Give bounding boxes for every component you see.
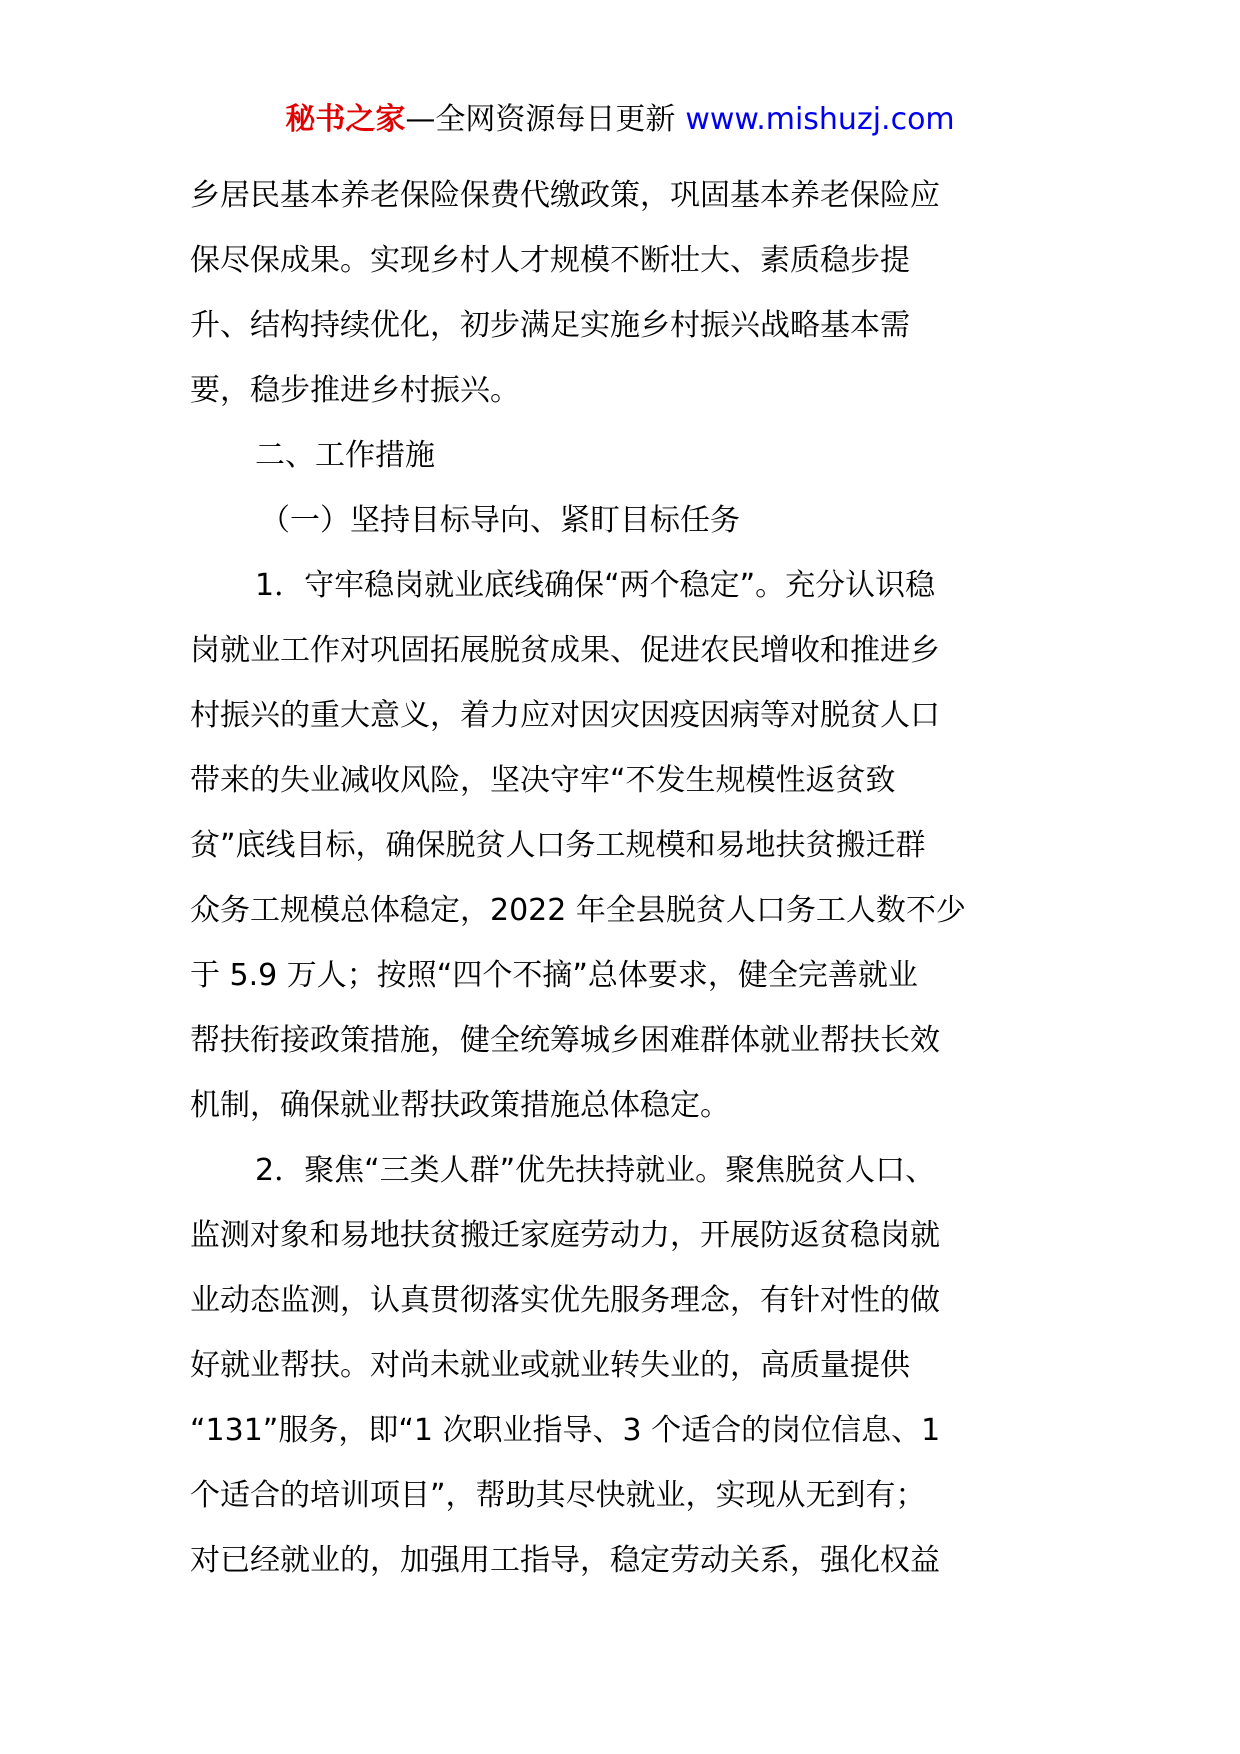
paragraph-line: 带来的失业减收风险，坚决守牢“不发生规模性返贫致: [190, 763, 896, 798]
paragraph-line: 保尽保成果。实现乡村人才规模不断壮大、素质稳步提: [190, 243, 910, 278]
paragraph-line: 贫”底线目标，确保脱贫人口务工规模和易地扶贫搬迁群: [190, 828, 926, 863]
document-body: [190, 163, 1056, 1593]
paragraph-line: 业动态监测，认真贯彻落实优先服务理念，有针对性的做: [190, 1283, 940, 1318]
paragraph-line: 众务工规模总体稳定，2022 年全县脱贫人口务工人数不少: [190, 893, 966, 928]
site-url-link[interactable]: www.mishuzj.com: [685, 102, 955, 137]
paragraph-line: 乡居民基本养老保险保费代缴政策，巩固基本养老保险应: [190, 178, 940, 213]
paragraph-line: 升、结构持续优化，初步满足实施乡村振兴战略基本需: [190, 308, 910, 343]
subsection-heading: （一）坚持目标导向、紧盯目标任务: [260, 503, 740, 538]
paragraph-line: “131”服务，即“1 次职业指导、3 个适合的岗位信息、1: [190, 1413, 941, 1448]
paragraph-line: 个适合的培训项目”，帮助其尽快就业，实现从无到有；: [190, 1478, 926, 1513]
brand-name: 秘书之家: [285, 102, 406, 137]
paragraph-line: 监测对象和易地扶贫搬迁家庭劳动力，开展防返贫稳岗就: [190, 1218, 940, 1253]
paragraph-line: 2．聚焦“三类人群”优先扶持就业。聚焦脱贫人口、: [255, 1153, 936, 1188]
site-header: [0, 100, 1240, 140]
paragraph-line: 村振兴的重大意义，着力应对因灾因疫因病等对脱贫人口: [190, 698, 940, 733]
paragraph-line: 机制，确保就业帮扶政策措施总体稳定。: [190, 1088, 730, 1123]
paragraph-line: 要，稳步推进乡村振兴。: [190, 373, 520, 408]
section-heading: 二、工作措施: [255, 438, 435, 473]
paragraph-line: 帮扶衔接政策措施，健全统筹城乡困难群体就业帮扶长效: [190, 1023, 940, 1058]
paragraph-line: 好就业帮扶。对尚未就业或就业转失业的，高质量提供: [190, 1348, 910, 1383]
slogan: —全网资源每日更新: [405, 102, 676, 137]
paragraph-line: 1．守牢稳岗就业底线确保“两个稳定”。充分认识稳: [255, 568, 936, 603]
paragraph-line: 对已经就业的，加强用工指导，稳定劳动关系，强化权益: [190, 1543, 940, 1578]
paragraph-line: 岗就业工作对巩固拓展脱贫成果、促进农民增收和推进乡: [190, 633, 940, 668]
paragraph-line: 于 5.9 万人；按照“四个不摘”总体要求，健全完善就业: [190, 958, 918, 993]
